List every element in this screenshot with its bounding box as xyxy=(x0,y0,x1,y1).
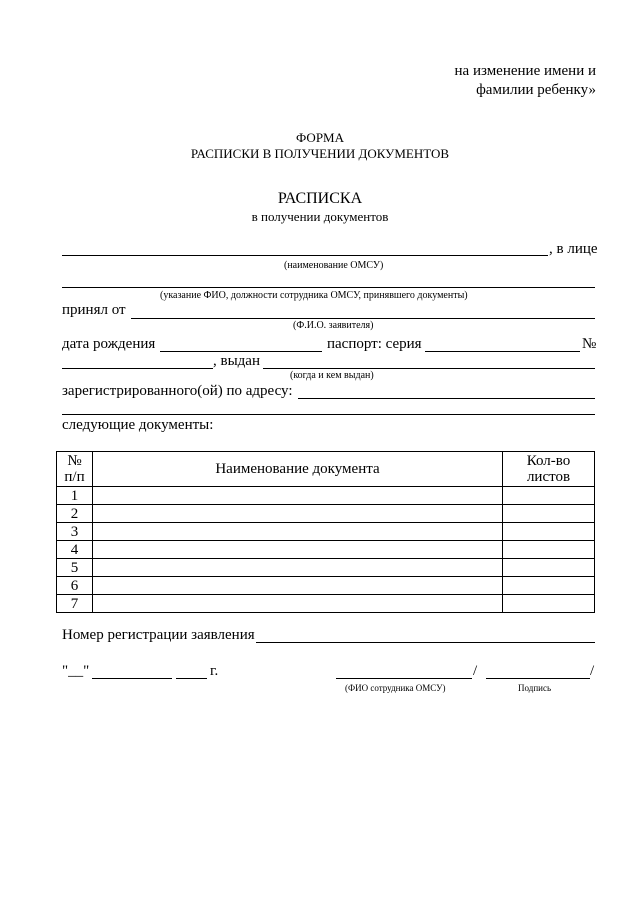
signature-hint: Подпись xyxy=(518,683,552,693)
in-person-label: , в лице xyxy=(549,241,598,257)
sheet-count-cell[interactable] xyxy=(503,487,595,505)
row-number: 5 xyxy=(57,559,93,577)
passport-series-line[interactable] xyxy=(425,351,580,352)
document-name-cell[interactable] xyxy=(93,487,503,505)
accepted-from-label: принял от xyxy=(62,302,126,318)
row-number: 2 xyxy=(57,505,93,523)
header-line-1: на изменение имени и xyxy=(454,63,596,79)
signature-line[interactable] xyxy=(486,678,590,679)
receipt-title: РАСПИСКА xyxy=(277,190,363,207)
form-title-line-2: РАСПИСКИ В ПОЛУЧЕНИИ ДОКУМЕНТОВ xyxy=(190,146,450,161)
omsu-name-line[interactable] xyxy=(62,255,548,256)
document-name-cell[interactable] xyxy=(93,595,503,613)
sheet-count-cell[interactable] xyxy=(503,577,595,595)
sheet-count-cell[interactable] xyxy=(503,505,595,523)
birth-date-line[interactable] xyxy=(160,351,322,352)
sheet-count-cell[interactable] xyxy=(503,523,595,541)
table-row xyxy=(57,595,595,613)
passport-series-label: паспорт: серия xyxy=(327,336,422,352)
col-num-header xyxy=(57,452,93,487)
table-row xyxy=(57,523,595,541)
row-number: 3 xyxy=(57,523,93,541)
following-docs-label: следующие документы: xyxy=(62,417,214,433)
address-line[interactable] xyxy=(298,398,595,399)
row-number: 1 xyxy=(57,487,93,505)
receipt-subtitle: в получении документов xyxy=(251,209,389,224)
col-num-line-2: п/п xyxy=(64,469,85,485)
document-name-cell[interactable] xyxy=(93,523,503,541)
document-name-cell[interactable] xyxy=(93,559,503,577)
slash-2: / xyxy=(590,663,595,679)
row-number: 7 xyxy=(57,595,93,613)
date-month-line[interactable] xyxy=(92,678,172,679)
col-name-header: Наименование документа xyxy=(93,452,503,487)
documents-table xyxy=(56,451,595,613)
form-title-line-1: ФОРМА xyxy=(296,130,344,145)
sheet-count-cell[interactable] xyxy=(503,595,595,613)
passport-number-line[interactable] xyxy=(62,368,213,369)
table-header-row xyxy=(57,452,595,487)
document-name-cell[interactable] xyxy=(93,541,503,559)
date-year-line[interactable] xyxy=(176,678,207,679)
sheet-count-cell[interactable] xyxy=(503,559,595,577)
header-line-2: фамилии ребенку» xyxy=(476,82,596,98)
address-label: зарегистрированного(ой) по адресу: xyxy=(62,383,293,399)
employee-name-line[interactable] xyxy=(336,678,472,679)
table-row xyxy=(57,505,595,523)
issued-label: , выдан xyxy=(213,353,260,369)
date-day: "__" xyxy=(62,663,90,679)
address-line-2[interactable] xyxy=(62,414,595,415)
col-count-line-1: Кол-во xyxy=(526,453,571,469)
employee-line[interactable] xyxy=(62,287,595,288)
birth-date-label: дата рождения xyxy=(62,336,156,352)
table-row xyxy=(57,559,595,577)
col-num-line-1: № xyxy=(67,453,82,469)
slash-1: / xyxy=(473,663,478,679)
table-row xyxy=(57,541,595,559)
registration-label: Номер регистрации заявления xyxy=(62,627,255,643)
omsu-hint: (наименование ОМСУ) xyxy=(284,260,384,271)
employee-hint: (указание ФИО, должности сотрудника ОМСУ, принявшего документы) xyxy=(160,290,468,301)
applicant-hint: (Ф.И.О. заявителя) xyxy=(293,320,374,331)
row-number: 4 xyxy=(57,541,93,559)
table-row xyxy=(57,577,595,595)
col-count-header xyxy=(503,452,595,487)
applicant-line[interactable] xyxy=(131,318,595,319)
issued-by-line[interactable] xyxy=(263,368,595,369)
row-number: 6 xyxy=(57,577,93,595)
number-sign: № xyxy=(582,336,597,352)
document-name-cell[interactable] xyxy=(93,577,503,595)
sheet-count-cell[interactable] xyxy=(503,541,595,559)
document-name-cell[interactable] xyxy=(93,505,503,523)
year-suffix: г. xyxy=(210,663,219,679)
registration-number-line[interactable] xyxy=(256,642,595,643)
table-row xyxy=(57,487,595,505)
employee-name-hint: (ФИО сотрудника ОМСУ) xyxy=(345,683,446,693)
issued-hint: (когда и кем выдан) xyxy=(290,370,374,381)
col-count-line-2: листов xyxy=(526,469,571,485)
